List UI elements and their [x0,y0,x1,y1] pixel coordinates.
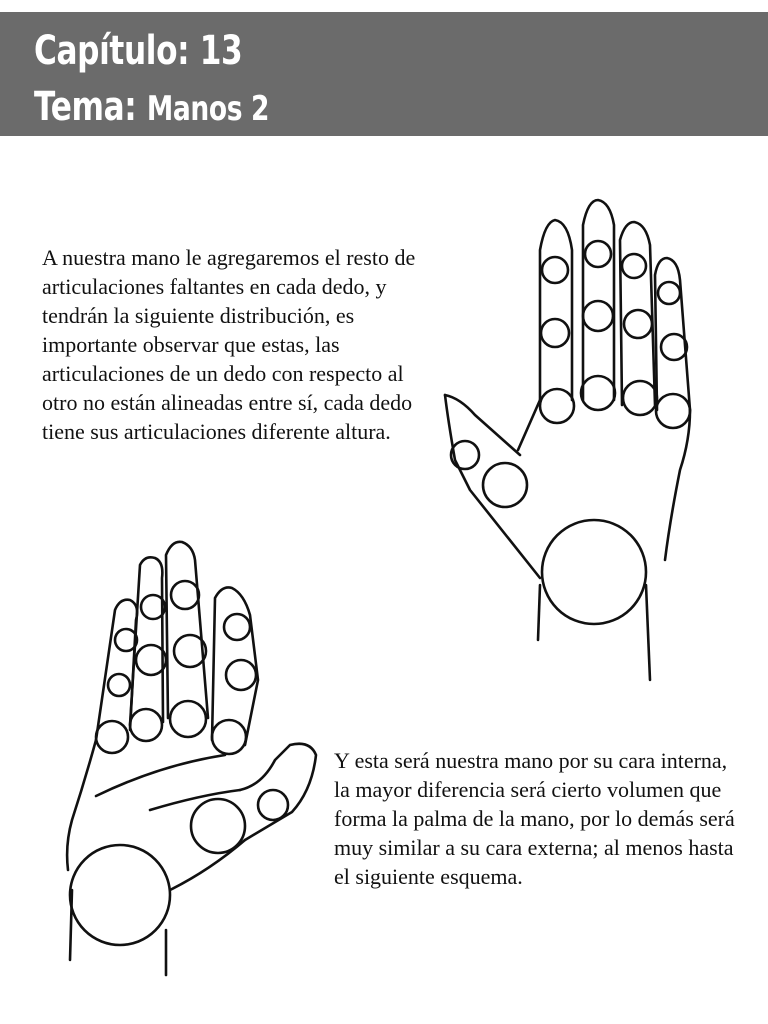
intro-paragraph: A nuestra mano le agregaremos el resto de articulaciones faltantes en cada dedo, y tendrán la siguiente distribución, es importante observar que estas, las articulaciones de un dedo con respecto al otro no están alineadas entre sí, cada dedo tiene sus articulaciones diferente altura. [42,245,416,444]
hand-palm-sketch [67,542,316,975]
chapter-number: 13 [199,28,243,74]
topic-name: Manos 2 [146,89,270,129]
palm-paragraph: Y esta será nuestra mano por su cara interna, la mayor diferencia será cierto volumen que forma la palma de la mano, por lo demás será muy similar a su cara externa; al menos hasta el siguiente esquema. [334,748,735,889]
topic-label: Tema: [34,84,137,130]
chapter-label: Capítulo: [34,28,190,74]
